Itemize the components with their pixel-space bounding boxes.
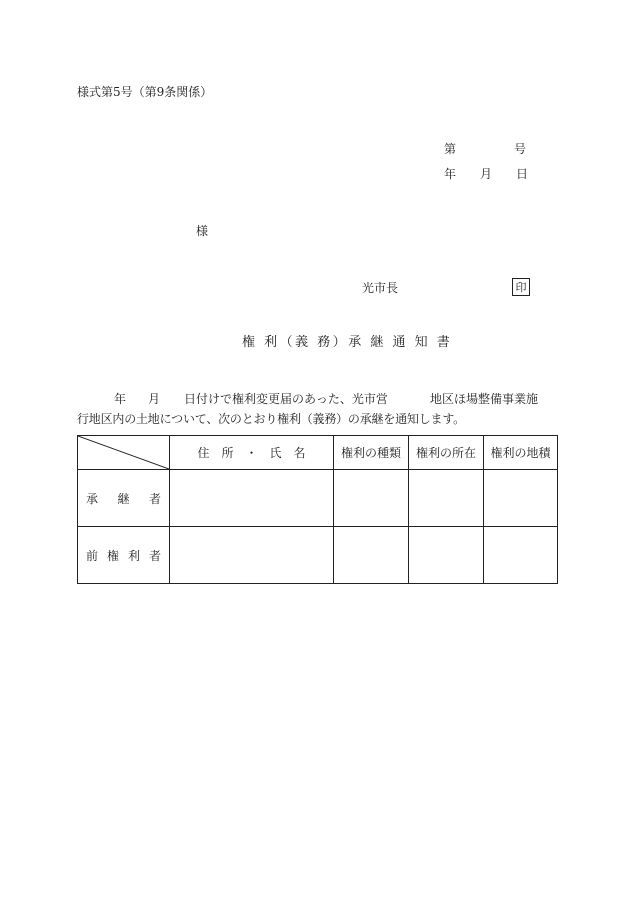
document-number-prefix: 第 xyxy=(444,142,457,156)
succession-table xyxy=(77,435,558,584)
table-row-previous-holder xyxy=(78,527,558,584)
row-label-successor xyxy=(78,470,170,527)
label-char: 者 xyxy=(148,548,161,563)
label-char: 承 xyxy=(86,491,99,506)
successor-address-name-cell[interactable] xyxy=(170,470,334,527)
header-right-type: 権利の種類 xyxy=(334,436,409,470)
body-text-line-2: 行地区内の土地について、次のとおり権利（義務）の承継を通知します。 xyxy=(77,412,465,426)
previous-right-type-cell[interactable] xyxy=(334,527,409,584)
row-label-previous-holder xyxy=(78,527,170,584)
header-right-location: 権利の所在 xyxy=(409,436,484,470)
body-text-segment: 日付けで権利変更届のあった、光市営 xyxy=(184,392,388,406)
successor-right-type-cell[interactable] xyxy=(334,470,409,527)
table-row-successor xyxy=(78,470,558,527)
date-month-label: 月 xyxy=(480,167,493,181)
successor-right-area-cell[interactable] xyxy=(484,470,558,527)
body-month-label: 月 xyxy=(148,392,161,406)
previous-right-area-cell[interactable] xyxy=(484,527,558,584)
previous-address-name-cell[interactable] xyxy=(170,527,334,584)
label-char: 利 xyxy=(127,548,140,563)
date-year-label: 年 xyxy=(444,167,457,181)
date-day-label: 日 xyxy=(516,167,529,181)
header-address-name: 住 所 ・ 氏 名 xyxy=(170,436,334,470)
document-title: 権 利（義 務）承 継 通 知 書 xyxy=(242,335,453,350)
label-char: 者 xyxy=(148,491,161,506)
body-text-segment: 地区ほ場整備事業施 xyxy=(430,392,539,406)
header-right-area: 権利の地積 xyxy=(484,436,558,470)
issuer-title: 光市長 xyxy=(362,281,399,295)
label-char: 継 xyxy=(117,491,130,506)
form-number-label: 様式第5号（第9条関係） xyxy=(77,85,213,99)
seal-stamp: 印 xyxy=(512,278,530,296)
successor-right-location-cell[interactable] xyxy=(409,470,484,527)
table-header-row xyxy=(78,436,558,470)
document-number-suffix: 号 xyxy=(514,142,527,156)
label-char: 前 xyxy=(86,548,99,563)
addressee-honorific: 様 xyxy=(196,224,209,238)
label-char: 権 xyxy=(106,548,119,563)
body-year-label: 年 xyxy=(114,392,127,406)
previous-right-location-cell[interactable] xyxy=(409,527,484,584)
diagonal-corner-cell xyxy=(78,436,170,470)
